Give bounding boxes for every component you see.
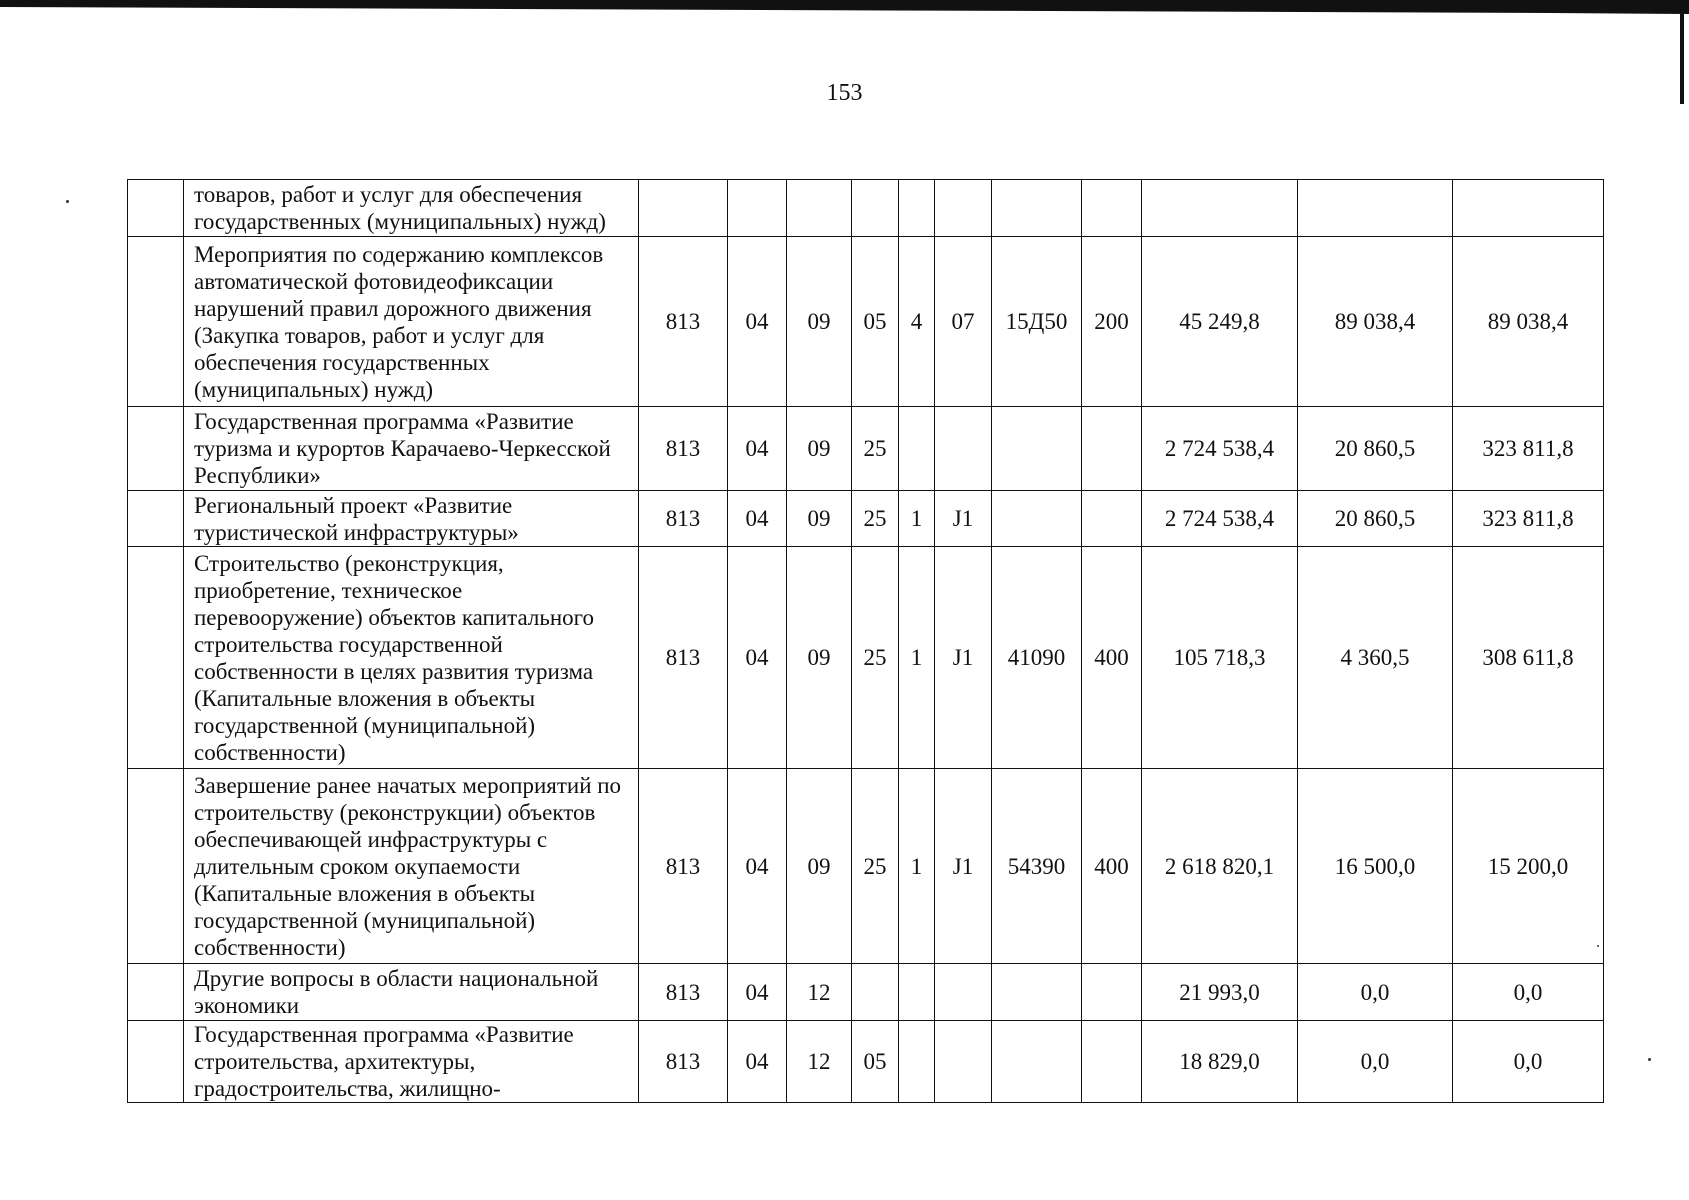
amount-year1-cell: 2 724 538,4 [1142, 407, 1298, 491]
subsection-code-cell: 09 [787, 769, 852, 964]
project-code-cell [935, 964, 992, 1021]
direction-code-cell: 15Д50 [992, 237, 1082, 407]
row-number-cell [128, 769, 184, 964]
ministry-code-cell: 813 [639, 491, 728, 547]
subprogram-code-cell: 1 [899, 547, 935, 769]
amount-year1-cell: 105 718,3 [1142, 547, 1298, 769]
table-row [128, 180, 1604, 237]
ministry-code-cell: 813 [639, 547, 728, 769]
subsection-code-cell: 09 [787, 547, 852, 769]
program-code-cell: 25 [852, 547, 899, 769]
table-row [128, 769, 1604, 964]
description-cell: Другие вопросы в области национальной экономики [184, 964, 639, 1021]
subsection-code-cell: 12 [787, 1021, 852, 1103]
amount-year3-cell: 0,0 [1453, 964, 1604, 1021]
row-number-cell [128, 547, 184, 769]
budget-table [127, 179, 1604, 1103]
description-cell: Завершение ранее начатых мероприятий по строительству (реконструкции) объектов обеспечивающей инфраструктуры с длительным сроком окупаемости (Капитальные вложения в объекты государственной (муниципальной) собственности) [184, 769, 639, 964]
amount-year3-cell: 0,0 [1453, 1021, 1604, 1103]
project-code-cell: J1 [935, 491, 992, 547]
expense-type-cell: 400 [1082, 769, 1142, 964]
amount-year1-cell: 2 724 538,4 [1142, 491, 1298, 547]
subprogram-code-cell: 4 [899, 237, 935, 407]
subsection-code-cell: 12 [787, 964, 852, 1021]
project-code-cell: J1 [935, 547, 992, 769]
amount-year2-cell [1298, 180, 1453, 237]
project-code-cell: 07 [935, 237, 992, 407]
project-code-cell [935, 180, 992, 237]
direction-code-cell: 41090 [992, 547, 1082, 769]
direction-code-cell [992, 407, 1082, 491]
description-cell: Государственная программа «Развитие строительства, архитектуры, градостроительства, жилищно- [184, 1021, 639, 1103]
section-code-cell: 04 [728, 1021, 787, 1103]
program-code-cell [852, 964, 899, 1021]
subprogram-code-cell [899, 180, 935, 237]
subsection-code-cell: 09 [787, 407, 852, 491]
expense-type-cell [1082, 491, 1142, 547]
description-cell: Региональный проект «Развитие туристической инфраструктуры» [184, 491, 639, 547]
section-code-cell: 04 [728, 491, 787, 547]
row-number-cell [128, 407, 184, 491]
amount-year3-cell: 15 200,0 [1453, 769, 1604, 964]
subsection-code-cell [787, 180, 852, 237]
amount-year1-cell: 21 993,0 [1142, 964, 1298, 1021]
expense-type-cell [1082, 964, 1142, 1021]
row-number-cell [128, 491, 184, 547]
amount-year3-cell: 89 038,4 [1453, 237, 1604, 407]
amount-year3-cell [1453, 180, 1604, 237]
row-number-cell [128, 1021, 184, 1103]
project-code-cell: J1 [935, 769, 992, 964]
row-number-cell [128, 180, 184, 237]
section-code-cell: 04 [728, 237, 787, 407]
subprogram-code-cell [899, 964, 935, 1021]
program-code-cell: 25 [852, 491, 899, 547]
expense-type-cell: 400 [1082, 547, 1142, 769]
amount-year3-cell: 323 811,8 [1453, 407, 1604, 491]
expense-type-cell [1082, 1021, 1142, 1103]
ministry-code-cell: 813 [639, 769, 728, 964]
expense-type-cell: 200 [1082, 237, 1142, 407]
amount-year1-cell: 45 249,8 [1142, 237, 1298, 407]
page-number: 153 [826, 80, 863, 106]
scan-speck [66, 200, 69, 203]
table-row [128, 547, 1604, 769]
table-row [128, 1021, 1604, 1103]
subsection-code-cell: 09 [787, 237, 852, 407]
ministry-code-cell [639, 180, 728, 237]
section-code-cell: 04 [728, 407, 787, 491]
amount-year2-cell: 4 360,5 [1298, 547, 1453, 769]
section-code-cell: 04 [728, 964, 787, 1021]
table-row [128, 491, 1604, 547]
ministry-code-cell: 813 [639, 1021, 728, 1103]
section-code-cell [728, 180, 787, 237]
subprogram-code-cell [899, 407, 935, 491]
expense-type-cell [1082, 407, 1142, 491]
amount-year2-cell: 20 860,5 [1298, 407, 1453, 491]
program-code-cell: 05 [852, 237, 899, 407]
amount-year2-cell: 16 500,0 [1298, 769, 1453, 964]
ministry-code-cell: 813 [639, 407, 728, 491]
table-row [128, 237, 1604, 407]
program-code-cell: 25 [852, 769, 899, 964]
program-code-cell: 05 [852, 1021, 899, 1103]
amount-year2-cell: 20 860,5 [1298, 491, 1453, 547]
ministry-code-cell: 813 [639, 237, 728, 407]
program-code-cell: 25 [852, 407, 899, 491]
amount-year1-cell [1142, 180, 1298, 237]
section-code-cell: 04 [728, 547, 787, 769]
direction-code-cell [992, 964, 1082, 1021]
amount-year2-cell: 89 038,4 [1298, 237, 1453, 407]
program-code-cell [852, 180, 899, 237]
row-number-cell [128, 237, 184, 407]
table-row [128, 964, 1604, 1021]
table-row [128, 407, 1604, 491]
direction-code-cell [992, 1021, 1082, 1103]
row-number-cell [128, 964, 184, 1021]
description-cell: Государственная программа «Развитие туризма и курортов Карачаево-Черкесской Республики» [184, 407, 639, 491]
project-code-cell [935, 1021, 992, 1103]
scan-speck [1648, 1058, 1651, 1061]
description-cell: Мероприятия по содержанию комплексов автоматической фотовидеофиксации нарушений правил дорожного движения (Закупка товаров, работ и услуг для обеспечения государственных (муниципальных) нужд) [184, 237, 639, 407]
subprogram-code-cell: 1 [899, 491, 935, 547]
direction-code-cell: 54390 [992, 769, 1082, 964]
section-code-cell: 04 [728, 769, 787, 964]
scan-top-border [0, 0, 1689, 14]
subprogram-code-cell [899, 1021, 935, 1103]
description-cell: товаров, работ и услуг для обеспечения государственных (муниципальных) нужд) [184, 180, 639, 237]
subprogram-code-cell: 1 [899, 769, 935, 964]
amount-year2-cell: 0,0 [1298, 1021, 1453, 1103]
description-cell: Строительство (реконструкция, приобретение, техническое перевооружение) объектов капитального строительства государственной собственности в целях развития туризма (Капитальные вложения в объекты государственной (муниципальной) собственности) [184, 547, 639, 769]
expense-type-cell [1082, 180, 1142, 237]
direction-code-cell [992, 180, 1082, 237]
amount-year3-cell: 308 611,8 [1453, 547, 1604, 769]
ministry-code-cell: 813 [639, 964, 728, 1021]
amount-year2-cell: 0,0 [1298, 964, 1453, 1021]
subsection-code-cell: 09 [787, 491, 852, 547]
amount-year3-cell: 323 811,8 [1453, 491, 1604, 547]
amount-year1-cell: 18 829,0 [1142, 1021, 1298, 1103]
amount-year1-cell: 2 618 820,1 [1142, 769, 1298, 964]
project-code-cell [935, 407, 992, 491]
direction-code-cell [992, 491, 1082, 547]
